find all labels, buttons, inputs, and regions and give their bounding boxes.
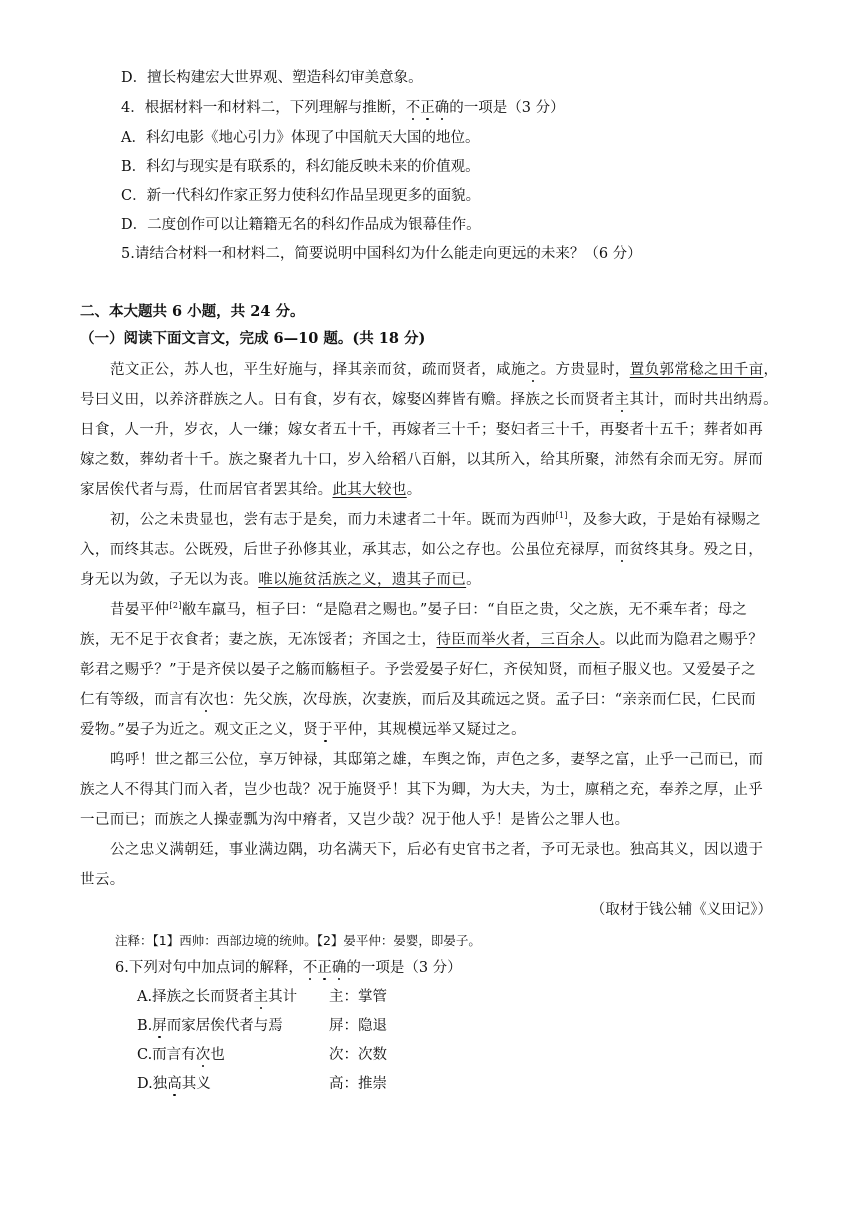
- passage-p1-line-4: 嫁之数，葬幼者十千。族之聚者九十口，岁入给稻八百斛，以其所入，给其所聚，沛然有余而无穷。屏而: [80, 452, 764, 468]
- q6-option-b: B.屏而家居俟代者与焉 屏：隐退: [137, 1018, 387, 1034]
- passage-p1-line-5: 家居俟代者与焉，仕而居官者罢其给。此其大较也。: [80, 482, 422, 498]
- passage-p3-line-2: 族，无不足于衣食者；妻之族，无冻馁者；齐国之士，待臣而举火者，三百余人。以此而为隐君之赐乎？: [80, 632, 764, 648]
- passage-p1-line-2: 号曰义田，以养济群族之人。日有食，岁有衣，嫁娶凶葬皆有赡。择族之长而贤者主其计，而时共出纳焉。: [80, 392, 778, 408]
- emphasis-char: 不: [302, 960, 318, 976]
- emphasis-char: 确: [434, 100, 450, 116]
- emphasis-char: 正: [317, 960, 332, 976]
- q6-stem: 6.下列对句中加点词的解释，不正确的一项是（3 分）: [115, 960, 462, 976]
- passage-p1-line-1: 范文正公，苏人也，平生好施与，择其亲而贫，疏而贤者，咸施之。方贵显时，置负郭常稔之田千亩，: [110, 362, 779, 378]
- q6-option-a-gloss: 主：掌管: [329, 989, 387, 1005]
- q6-option-c: C.而言有次也 次：次数: [137, 1047, 387, 1063]
- q4-stem: 4．根据材料一和材料二，下列理解与推断，不正确的一项是（3 分）: [121, 100, 565, 116]
- footnotes: 注释：【1】西帅：西部边境的统帅。【2】晏平仲：晏婴，即晏子。: [115, 933, 481, 948]
- passage-p3-line-4: 仁有等级，而言有次也：先父族，次母族，次妻族，而后及其疏远之贤。孟子曰：“亲亲而仁民，仁民而: [80, 692, 757, 708]
- q4-option-c: C．新一代科幻作家正努力使科幻作品呈现更多的面貌。: [121, 188, 481, 204]
- q3-option-d: D．擅长构建宏大世界观、塑造科幻审美意象。: [121, 70, 423, 86]
- q5-stem: 5.请结合材料一和材料二，简要说明中国科幻为什么能走向更远的未来？（6 分）: [121, 246, 642, 262]
- q4-option-a: A．科幻电影《地心引力》体现了中国航天大国的地位。: [121, 130, 480, 146]
- underlined-sentence: 待臣而举火者，三百余人: [436, 632, 600, 648]
- q6-option-d-gloss: 高：推崇: [329, 1076, 387, 1092]
- footnote-ref: [2]: [169, 601, 182, 611]
- passage-p3-line-5: 爱物。”晏子为近之。观文正之义，贤于平仲，其规模远举又疑过之。: [80, 722, 527, 738]
- passage-p5-line-2: 世云。: [80, 872, 125, 888]
- passage-p2-line-2: 入，而终其志。公既殁，后世子孙修其业，承其志，如公之存也。公虽位充禄厚，而贫终其身。殁之日，: [80, 542, 764, 558]
- emphasis-char: 正: [420, 100, 435, 116]
- passage-p2-line-3: 身无以为敛，子无以为丧。唯以施贫活族之义，遗其子而已。: [80, 572, 481, 588]
- q4-option-b: B．科幻与现实是有联系的，科幻能反映未来的价值观。: [121, 159, 480, 175]
- underlined-sentence: 此其大较也: [332, 482, 407, 498]
- section-2-part-1-heading: （一）阅读下面文言文，完成 6—10 题。(共 18 分): [80, 330, 426, 347]
- q6-option-a: A.择族之长而贤者主其计 主：掌管: [137, 989, 387, 1005]
- section-2-heading: 二、本大题共 6 小题，共 24 分。: [80, 303, 305, 320]
- passage-p4-line-1: 呜呼！世之都三公位，享万钟禄，其邸第之雄，车舆之饰，声色之多，妻孥之富，止乎一己而已，而: [110, 752, 764, 768]
- passage-p1-line-3: 日食，人一升，岁衣，人一缣；嫁女者五十千，再嫁者三十千；娶妇者三十千，再娶者十五千；葬者如再: [80, 422, 764, 438]
- passage-p2-line-1: 初，公之未贵显也，尝有志于是矣，而力未逮者二十年。既而为西帅[1]，及参大政，于是始有禄赐之: [110, 511, 761, 528]
- footnote-ref: [1]: [555, 511, 568, 521]
- underlined-sentence: 唯以施贫活族之义，遗其子而已: [258, 572, 467, 588]
- passage-source: （取材于钱公辅《义田记》）: [590, 902, 772, 918]
- emphasis-char: 确: [331, 960, 347, 976]
- q6-option-b-gloss: 屏：隐退: [329, 1018, 387, 1034]
- emphasis-char: 不: [405, 100, 421, 116]
- underlined-sentence: 置负郭常稔之田千亩: [629, 362, 764, 378]
- passage-p5-line-1: 公之忠义满朝廷，事业满边隅，功名满天下，后必有史官书之者，予可无录也。独高其义，因以遗于: [110, 842, 764, 858]
- passage-p4-line-3: 一己而已；而族之人操壶瓢为沟中瘠者，又岂少哉？况于他人乎！是皆公之罪人也。: [80, 812, 630, 828]
- q6-option-c-gloss: 次：次数: [329, 1047, 387, 1063]
- q6-option-d: D.独高其义 高：推崇: [137, 1076, 387, 1092]
- passage-p3-line-3: 彰君之赐乎？”于是齐侯以晏子之觞而觞桓子。予尝爱晏子好仁，齐侯知贤，而桓子服义也。又爱晏子之: [80, 662, 757, 678]
- passage-p3-line-1: 昔晏平仲[2]敝车羸马，桓子曰：“是隐君之赐也。”晏子曰：“自臣之贵，父之族，无不乘车者；母之: [110, 601, 748, 618]
- q4-option-d: D．二度创作可以让籍籍无名的科幻作品成为银幕佳作。: [121, 217, 481, 233]
- passage-p4-line-2: 族之人不得其门而入者，岂少也哉？况于施贤乎！其下为卿，为大夫，为士，廪稍之充，奉养之厚，止乎: [80, 782, 764, 798]
